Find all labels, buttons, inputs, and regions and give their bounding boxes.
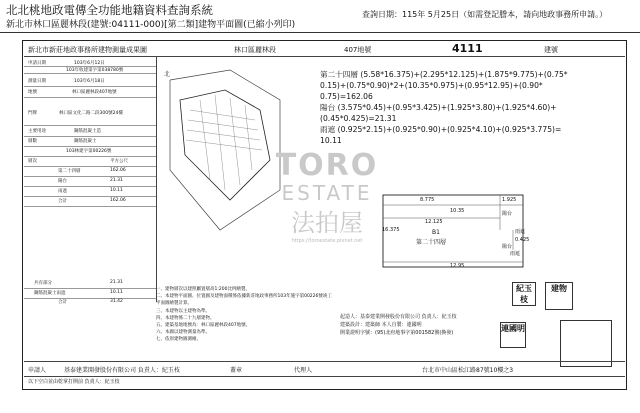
office-name: 新北市新莊地政事務所建物測量成果圖 — [28, 46, 147, 54]
table-row: 103林建字第00226號 — [24, 148, 156, 157]
formula-line: 第二十四層 (5.58*16.375)+(2.295*12.125)+(1.875*9.775)+(0.75* — [320, 70, 568, 79]
applicant-address: 台北市中山區松江路87號10樓之3 — [422, 367, 514, 374]
company-seal: 紀玉枝 — [512, 282, 536, 306]
table-row — [24, 208, 156, 217]
watermark: TORO ESTATE 法拍屋 https://toroestate.pixnet.net — [275, 148, 379, 244]
seal-label: 蓋章 — [230, 367, 243, 374]
architect-seal: 連國明 — [500, 322, 526, 348]
large-seal — [560, 320, 612, 367]
survey-topbar — [24, 42, 625, 57]
table-row: 陽台 21.31 — [24, 178, 156, 187]
table-row: 層數 鋼筋混凝土 — [24, 138, 156, 147]
table-row: 雨遮 10.11 — [24, 188, 156, 197]
building-number: 4111 — [452, 42, 483, 55]
table-row: 第二十四層 162.06 — [24, 168, 156, 177]
svg-text:北: 北 — [164, 71, 171, 78]
info-table — [24, 56, 157, 305]
applicant-label: 申請人 — [28, 367, 47, 374]
formula-line: 0.75)=162.06 — [320, 92, 373, 101]
document-subtitle: 新北市林口區麗林段(建號:04111-000)[第二類]建物平面圖(已縮小列印) — [6, 20, 296, 30]
header-divider — [0, 32, 640, 33]
parcel-number: 407地號 — [344, 46, 372, 54]
table-row: 共有部分 21.31 — [24, 280, 156, 289]
floor-plan: 8.775 1.925 10.35 12.125 16.375 陽台 陽台 雨遮 0.425 雨遮 B1 第二十四層 12.95 — [380, 190, 530, 270]
table-row: 合計 31.42 — [58, 299, 123, 305]
owner-seal: 建物 — [545, 282, 573, 310]
formula-line: 雨遮 (0.925*2.15)+(0.925*0.90)+(0.925*4.10)+(0.925*3.775)= — [320, 125, 562, 134]
table-row: 層次 平方公尺 — [24, 158, 156, 167]
applicant-name: 基泰建業開發股份有限公司 負責人：紀玉枝 — [64, 367, 180, 374]
formula-line: 陽台 (3.575*0.45)+(0.95*3.425)+(1.925*3.80)+(1.925*4.60)+ — [320, 103, 557, 112]
survey-notes: 一、建物層次以建照屬置層高1:200比例繪製。 二、本建物平面圖、位置圖及建物面積係依據新莊地政事務所103年施字第00226號竣工平面圖繪製計算。 三、本建物以主建物為準。 四、本建物係二十九層建物。 五、建築基地地號為：林口區麗林段407地號。 六、本圖以建物測量為準。 七、依原建物圖測繪。 — [156, 287, 332, 343]
table-row: 測量日期 103年6月18日 — [24, 78, 156, 87]
formula-line: (0.45*0.425)=21.31 — [320, 114, 397, 123]
table-row: 申請日期 103年6月12日 — [24, 60, 156, 67]
formula-line: 10.11 — [320, 136, 342, 145]
signature-strip — [24, 361, 625, 377]
table-row: 103年收建第字第038780號 — [24, 67, 156, 74]
system-title: 北北桃地政電傳全功能地籍資料查詢系統 — [6, 3, 213, 17]
formula-line: 0.15)+(0.75*0.90)*2+(10.35*0.975)+(0.95*12.95)+(0.90* — [320, 81, 543, 90]
blank-note: 以下空白並由乾掌打開前 負責人：紀玉枝 — [28, 379, 120, 385]
area-formulas — [320, 70, 600, 147]
building-number-label: 建號 — [544, 46, 558, 54]
section-name: 林口區麗林段 — [234, 46, 276, 54]
table-row: 門牌 林口區文化二路二段300號24樓 — [24, 100, 156, 126]
table-row: 地號 林口區麗林段407地號 — [24, 89, 156, 98]
agent-label: 代理人 — [294, 367, 313, 374]
table-row: 主要用途 鋼筋混凝土造 — [24, 128, 156, 137]
query-info: 查詢日期：115年 5月25日（如需登記謄本，請向地政事務所申請。） — [362, 10, 608, 19]
table-row: 鋼筋混凝土雨遮 10.11 — [24, 290, 156, 299]
table-row: 合計 162.06 — [24, 198, 156, 207]
owner-info: 起造人：基泰建業開發股份有限公司 負責人：紀玉枝 建築設計：建築師 本人自製：連國明 開業證明字號：(95)北府地事字第001582號(換發) — [340, 314, 457, 336]
